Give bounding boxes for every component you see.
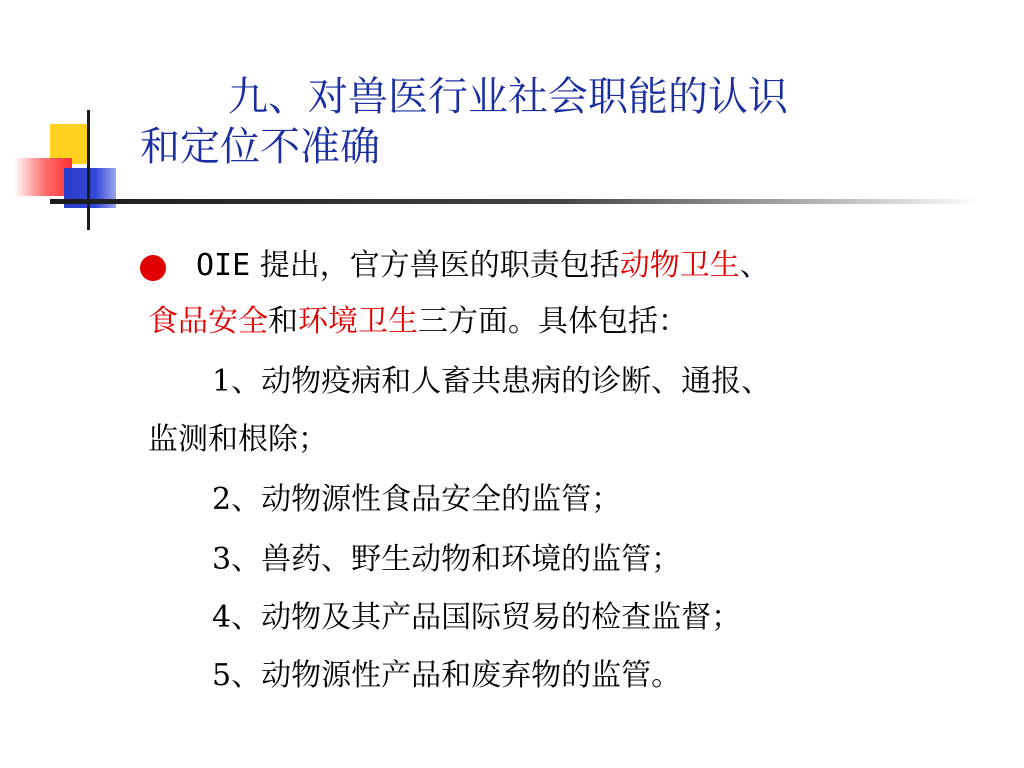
list-item-4: 4、动物及其产品国际贸易的检查监督；: [212, 600, 742, 635]
intro-tail: 三方面。具体包括：: [418, 304, 688, 339]
list-item-5: 5、动物源性产品和废弃物的监管。: [212, 658, 682, 693]
highlight-animal-health: 动物卫生: [619, 248, 740, 283]
intro-text: 提出，官方兽医的职责包括: [259, 248, 620, 283]
intro-sep: 、: [739, 248, 770, 283]
highlight-food-safety: 食品安全: [148, 304, 268, 339]
list-item-2: 2、动物源性食品安全的监管；: [212, 482, 622, 517]
slide-title-line-2: 和定位不准确: [140, 124, 380, 170]
intro-line-2: [148, 302, 968, 342]
slide-title: [140, 72, 970, 172]
list-item-1-line-2: 监测和根除；: [148, 422, 328, 457]
intro-line-1: [148, 246, 968, 286]
decor-vertical-line: [87, 110, 90, 230]
intro-and: 和: [268, 304, 298, 339]
list-item-3: 3、兽药、野生动物和环境的监管；: [212, 542, 682, 577]
intro-org: OIE: [196, 248, 251, 283]
highlight-environment-health: 环境卫生: [298, 304, 418, 339]
title-divider-line: [50, 199, 980, 204]
slide-title-line-1: 九、对兽医行业社会职能的认识: [228, 74, 788, 120]
list-item-1-line-1: 1、动物疫病和人畜共患病的诊断、通报、: [212, 364, 772, 399]
